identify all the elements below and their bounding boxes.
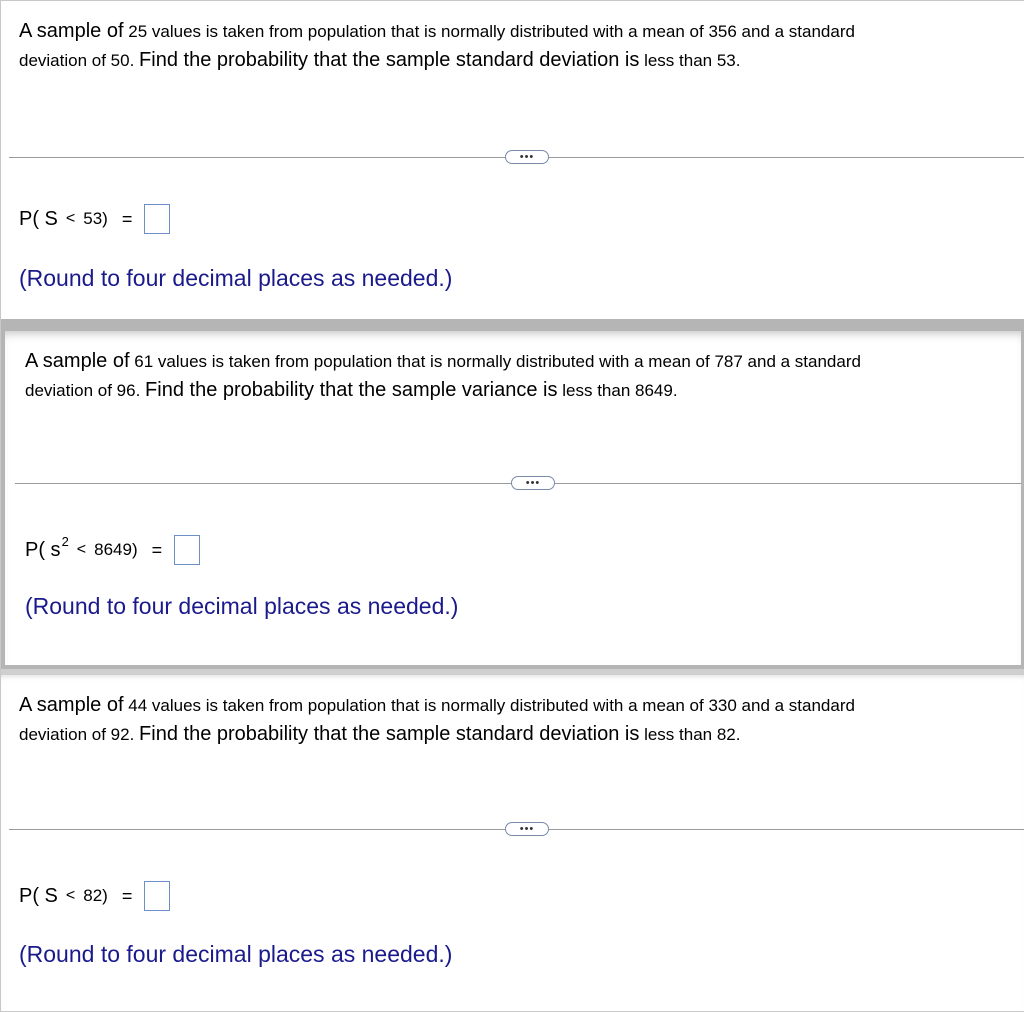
answer-label: P( S — [19, 884, 58, 907]
question-find: Find the probability that the sample variance is — [145, 379, 558, 401]
answer-line — [19, 881, 170, 911]
answer-threshold: 82) — [83, 886, 108, 905]
question-line2: deviation of 96. — [25, 381, 141, 400]
answer-line — [19, 204, 170, 234]
question-tail: less than 53. — [644, 51, 741, 70]
question-text — [19, 691, 1005, 749]
question-panel-1 — [1, 1, 1024, 319]
question-tail: less than 82. — [644, 725, 741, 744]
equals-sign: = — [121, 885, 133, 906]
more-options-button[interactable]: ••• — [505, 822, 549, 836]
question-panel-2 — [1, 319, 1024, 669]
answer-input[interactable] — [144, 881, 170, 911]
question-line2: deviation of 50. — [19, 51, 135, 70]
question-line2: deviation of 92. — [19, 725, 135, 744]
question-text — [25, 347, 1001, 405]
answer-threshold: 53) — [83, 209, 108, 228]
answer-input[interactable] — [144, 204, 170, 234]
question-prefix: A sample of — [19, 20, 124, 42]
question-prefix: A sample of — [25, 350, 130, 372]
less-than-sign: < — [76, 541, 87, 558]
round-note: (Round to four decimal places as needed.) — [19, 265, 453, 291]
more-options-button[interactable]: ••• — [505, 150, 549, 164]
more-options-button[interactable]: ••• — [511, 476, 555, 490]
answer-label: P( s — [25, 538, 61, 561]
superscript-2: 2 — [61, 533, 69, 549]
question-body: 25 values is taken from population that is normally distributed with a mean of 356 and a standard — [128, 22, 855, 41]
question-panel-3 — [1, 669, 1024, 1012]
answer-input[interactable] — [174, 535, 200, 565]
question-find: Find the probability that the sample standard deviation is — [139, 49, 640, 71]
answer-threshold: 8649) — [94, 540, 138, 559]
equals-sign: = — [151, 539, 163, 560]
question-text — [19, 17, 1005, 75]
question-body: 44 values is taken from population that is normally distributed with a mean of 330 and a standard — [128, 696, 855, 715]
answer-label: P( S — [19, 207, 58, 230]
round-note: (Round to four decimal places as needed.) — [19, 941, 453, 967]
less-than-sign: < — [65, 887, 76, 904]
question-body: 61 values is taken from population that is normally distributed with a mean of 787 and a standard — [134, 352, 861, 371]
question-tail: less than 8649. — [562, 381, 678, 400]
question-find: Find the probability that the sample standard deviation is — [139, 723, 640, 745]
round-note: (Round to four decimal places as needed.) — [25, 593, 459, 619]
answer-line — [25, 535, 200, 565]
less-than-sign: < — [65, 210, 76, 227]
question-prefix: A sample of — [19, 694, 124, 716]
equals-sign: = — [121, 208, 133, 229]
